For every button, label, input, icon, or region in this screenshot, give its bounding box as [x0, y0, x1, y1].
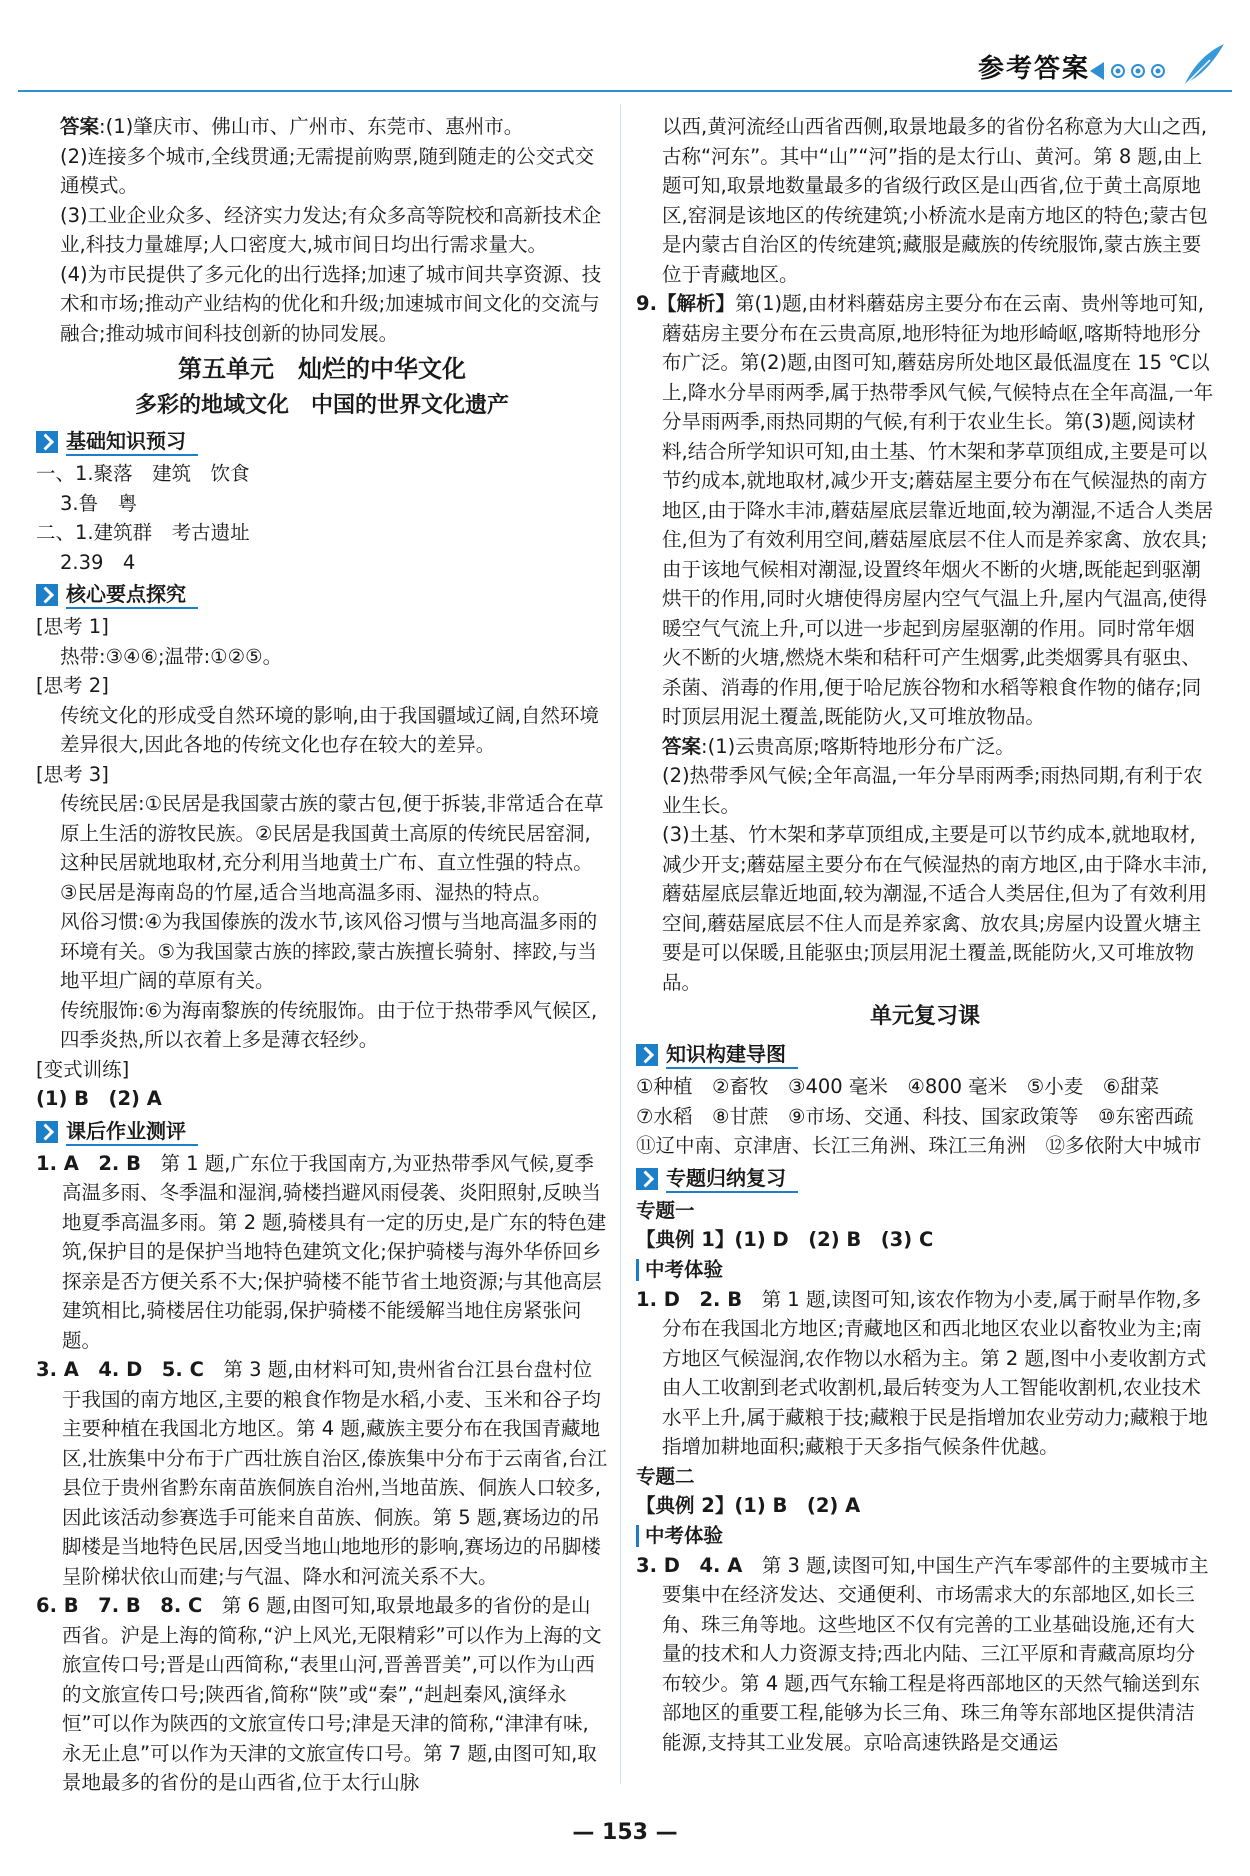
- section-topic-review: 专题归纳复习: [636, 1165, 1214, 1193]
- preview-line: 3.鲁 粤: [60, 491, 138, 515]
- knowledge-items: ①种植 ②畜牧 ③400 毫米 ④800 毫米 ⑤小麦 ⑥甜菜: [636, 1075, 1160, 1098]
- exam-experience-label: 中考体验: [636, 1255, 1214, 1285]
- think-label: [思考 2]: [36, 674, 109, 697]
- knowledge-items: ⑦水稻 ⑧甘蔗 ⑨市场、交通、科技、国家政策等 ⑩东密西疏 ⑪辽中南、京津唐、长江三角洲、珠江三角洲 ⑫多依附大中城市: [636, 1104, 1213, 1157]
- think-answer: 风俗习惯:④为我国傣族的泼水节,该风俗习惯与当地高温多雨的环境有关。⑤为我国蒙古族的摔跤,蒙古族擅长骑射、摔跤,与当地平坦广阔的草原有关。: [60, 910, 598, 992]
- section-homework: 课后作业测评: [36, 1118, 608, 1146]
- header-title: 参考答案: [977, 54, 1090, 84]
- example-answer: 【典例 2】(1) B (2) A: [636, 1494, 861, 1517]
- think-label: [变式训练]: [36, 1057, 130, 1081]
- quill-icon: [1180, 42, 1226, 88]
- header-rule: [18, 90, 1232, 92]
- preview-line: 二、1.建筑群 考古遗址: [36, 521, 250, 544]
- answer-4: (4)为市民提供了多元化的出行选择;加速了城市间共享资源、技术和市场;推动产业结构的优化和升级;加速城市间文化的交流与融合;推动城市间科技创新的协同发展。: [60, 262, 602, 345]
- column-divider: [620, 104, 621, 1784]
- think-label: [思考 3]: [36, 762, 109, 786]
- topic-title: 专题二: [636, 1464, 695, 1488]
- preview-line: 2.39 4: [60, 550, 136, 574]
- left-column: [36, 112, 608, 1798]
- section-arrow-icon: [36, 584, 58, 606]
- topic-title: 专题一: [636, 1198, 695, 1222]
- question-9-answer: (3)土基、竹木架和茅草顶组成,主要是可以节约成本,就地取材,减少开支;蘑菇屋主要分布在气候湿热的南方地区,由于降水丰沛,蘑菇屋底层靠近地面,较为潮湿,不适合人类居住,但为了有效利用空间,蘑菇屋底层不住人而是养家禽、放农具;房屋内设置火塘主要是可以保暖,且能驱虫;顶层用泥土覆盖,既能防火,又可堆放物品。: [662, 823, 1208, 994]
- think-label: [思考 1]: [36, 615, 109, 638]
- question-9-answer: (2)热带季风气候;全年高温,一年分旱雨两季;雨热同期,有利于农业生长。: [662, 764, 1203, 817]
- review-title: 单元复习课: [869, 1004, 980, 1029]
- think-answer: 传统文化的形成受自然环境的影响,由于我国疆域辽阔,自然环境差异很大,因此各地的传统文化也存在较大的差异。: [60, 703, 599, 756]
- lesson-title: 多彩的地域文化 中国的世界文化遗产: [134, 393, 509, 418]
- think-answer: 传统民居:①民居是我国蒙古族的蒙古包,便于拆装,非常适合在草原上生活的游牧民族。②民居是我国黄土高原的传统民居窑洞,这种民居就地取材,充分利用当地黄土广布、直立性强的特点。③民居是海南岛的竹屋,适合当地高温多雨、湿热的特点。: [60, 792, 604, 904]
- homework-answer: 1. A 2. B 第 1 题,广东位于我国南方,为亚热带季风气候,夏季高温多雨、冬季温和湿润,骑楼挡避风雨侵袭、炎阳照射,反映当地夏季高温多雨。第 2 题,骑楼具有一定的历史,是广东的特色建筑,保护目的是保护当地特色建筑文化;保护骑楼与海外华侨回乡探亲是否方便关系不大;保护骑楼不能节省土地资源;与其他高层建筑相比,骑楼居住功能弱,保护骑楼不能缓解当地住房紧张问题。: [36, 1151, 607, 1352]
- section-arrow-icon: [636, 1044, 658, 1066]
- section-core-points: 核心要点探究: [36, 581, 608, 609]
- homework-answer-cont: 以西,黄河流经山西省西侧,取景地最多的省份名称意为大山之西,古称“河东”。其中“山”“河”指的是太行山、黄河。第 8 题,由上题可知,取景地数量最多的省级行政区是山西省,位于黄土高原地区,窑洞是该地区的传统建筑;小桥流水是南方地区的特色;蒙古包是内蒙古自治区的传统建筑;藏服是藏族的传统服饰,蒙古族主要位于青藏地区。: [662, 115, 1208, 286]
- answer-2: (2)连接多个城市,全线贯通;无需提前购票,随到随走的公交式交通模式。: [60, 144, 595, 197]
- question-9-answer: 答案:(1)云贵高原;喀斯特地形分布广泛。: [662, 734, 1015, 758]
- section-arrow-icon: [36, 1121, 58, 1143]
- section-arrow-icon: [636, 1168, 658, 1190]
- page-number: — 153 —: [572, 1820, 678, 1845]
- right-column: [636, 112, 1214, 1757]
- exam-answer: 3. D 4. A 第 3 题,读图可知,中国生产汽车零部件的主要城市主要集中在经济发达、交通便利、市场需求大的东部地区,如长三角、珠三角等地。这些地区不仅有完善的工业基础设施,还有大量的技术和人力资源支持;西北内陆、三江平原和青藏高原均分布较少。第 4 题,西气东输工程是将西部地区的天然气输送到东部地区的重要工程,能够为长三角、珠三角等东部地区提供清洁能源,支持其工业发展。京哈高速铁路是交通运: [636, 1553, 1209, 1754]
- exam-answer: 1. D 2. B 第 1 题,读图可知,该农作物为小麦,属于耐旱作物,多分布在我国北方地区;青藏地区和西北地区农业以畜牧业为主;南方地区气候湿润,农作物以水稻为主。第 2 题,图中小麦收割方式由人工收割到老式收割机,最后转变为人工智能收割机,农业技术水平上升,属于藏粮于技;藏粮于民是指增加农业劳动力;藏粮于地指增加耕地面积;藏粮于天多指气候条件优越。: [636, 1287, 1208, 1458]
- page-header: [0, 0, 1250, 100]
- answer-1: 答案:(1)肇庆市、佛山市、广州市、东莞市、惠州市。: [60, 115, 524, 138]
- think-answer: 热带:③④⑥;温带:①②⑤。: [60, 644, 283, 668]
- unit-title: 第五单元 灿烂的中华文化: [178, 355, 466, 383]
- preview-line: 一、1.聚落 建筑 饮食: [36, 462, 250, 485]
- answer-3: (3)工业企业众多、经济实力发达;有众多高等院校和高新技术企业,科技力量雄厚;人口密度大,城市间日均出行需求量大。: [60, 203, 602, 256]
- question-9-analysis: 9.【解析】第(1)题,由材料蘑菇房主要分布在云南、贵州等地可知,蘑菇房主要分布在云贵高原,地形特征为地形崎岖,喀斯特地形分布广泛。第(2)题,由图可知,蘑菇房所处地区最低温度在 15 ℃以上,降水分旱雨两季,属于热带季风气候,气候特点在全年高温,一年分旱雨两季,雨热同期的气候,有利于农业生长。第(3)题,阅读材料,结合所学知识可知,由土基、竹木架和茅草顶组成,主要是可以节约成本,就地取材,减少开支;蘑菇屋主要分布在气候湿热的南方地区,由于降水丰沛,蘑菇屋底层靠近地面,较为潮湿,不适合人类居住,但为了有效利用空间,蘑菇屋底层不住人而是养家禽、放农具;由于该地气候相对潮湿,设置终年烟火不断的火塘,既能起到驱潮烘干的作用,同时火塘使得房屋内空气气温上升,屋内气温高,使得暖空气气流上升,可以进一步起到房屋驱潮的作用。同时常年烟火不断的火塘,燃烧木柴和秸秆可产生烟雾,此类烟雾具有驱虫、杀菌、消毒的作用,便于哈尼族谷物和水稻等粮食作物的储存;同时顶层用泥土覆盖,既能防火,又可堆放物品。: [636, 292, 1214, 728]
- triangle-dots-icon: [1090, 58, 1180, 84]
- example-answer: 【典例 1】(1) D (2) B (3) C: [636, 1228, 934, 1251]
- variant-answer: (1) B (2) A: [36, 1087, 162, 1110]
- homework-answer: 6. B 7. B 8. C 第 6 题,由图可知,取景地最多的省份的是山西省。沪是上海的简称,“沪上风光,无限精彩”可以作为上海的文旅宣传口号;晋是山西简称,“表里山河,晋善晋美”,可以作为山西的文旅宣传口号;陕西省,简称“陕”或“秦”,“赳赳秦风,演绎永恒”可以作为陕西的文旅宣传口号;津是天津的简称,“津津有味,永无止息”可以作为天津的文旅宣传口号。第 7 题,由图可知,取景地最多的省份的是山西省,位于太行山脉: [36, 1594, 602, 1794]
- section-knowledge-map: 知识构建导图: [636, 1041, 1214, 1069]
- homework-answer: 3. A 4. D 5. C 第 3 题,由材料可知,贵州省台江县台盘村位于我国的南方地区,主要的粮食作物是水稻,小麦、玉米和谷子均主要种植在我国北方地区。第 4 题,藏族主要分布在我国青藏地区,壮族集中分布于广西壮族自治区,傣族集中分布于云南省,台江县位于贵州省黔东南苗族侗族自治州,当地苗族、侗族人口较多,因此该活动参赛选手可能来自苗族、侗族。第 5 题,赛场边的吊脚楼是当地特色民居,因受当地山地地形的影响,赛场边的吊脚楼呈阶梯状依山而建;与气温、降水和河流关系不大。: [36, 1358, 608, 1588]
- think-answer: 传统服饰:⑥为海南黎族的传统服饰。由于位于热带季风气候区,四季炎热,所以衣着上多是薄衣轻纱。: [60, 998, 598, 1051]
- exam-experience-label: 中考体验: [636, 1521, 1214, 1551]
- section-basic-preview: 基础知识预习: [36, 428, 608, 456]
- section-arrow-icon: [36, 431, 58, 453]
